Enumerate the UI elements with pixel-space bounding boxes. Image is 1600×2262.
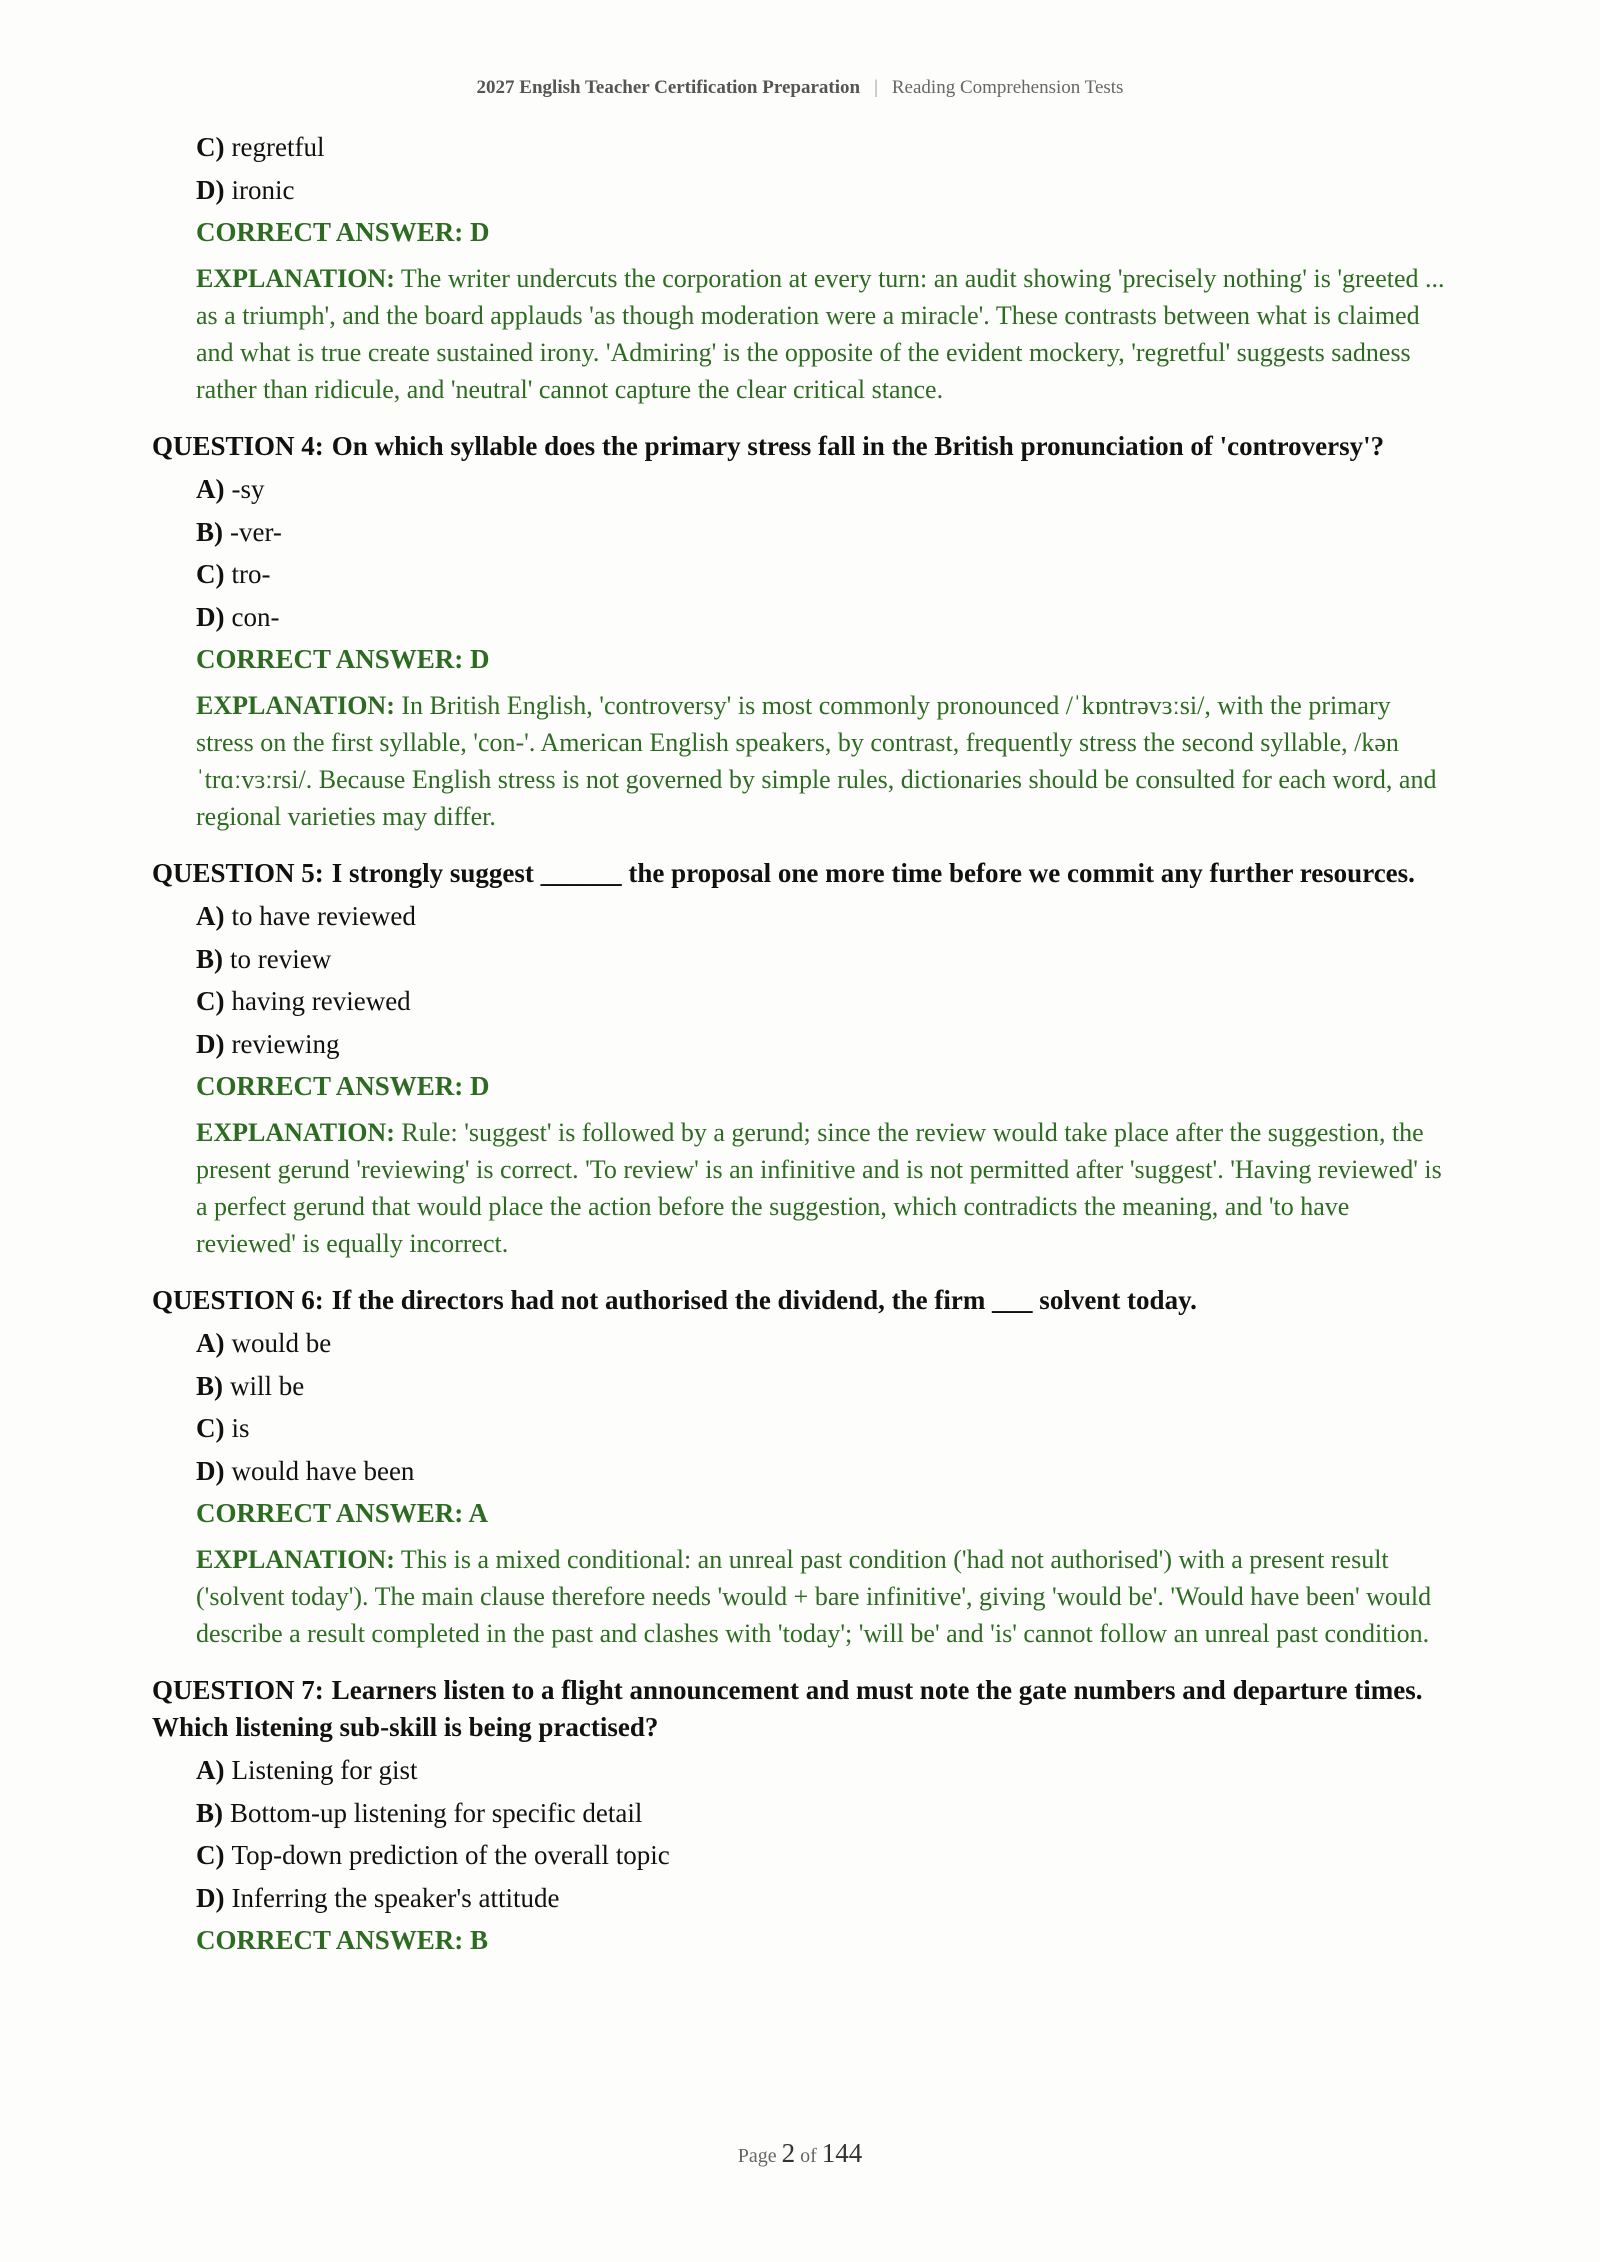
option-letter: B) bbox=[196, 1370, 223, 1401]
option-text: Top-down prediction of the overall topic bbox=[231, 1840, 670, 1870]
option-c bbox=[196, 132, 1452, 162]
option-text: -ver- bbox=[230, 516, 282, 547]
option-letter: D) bbox=[196, 174, 225, 205]
explanation-text: The writer undercuts the corporation at every turn: an audit showing 'precisely nothing' is 'greeted ... as a triumph', and the board applauds 'as though moderation were a miracle'. These contrasts between what is claimed and what is true create sustained irony. 'Admiring' is the opposite of the evident mockery, 'regretful' suggests sadness rather than ridicule, and 'neutral' cannot capture the clear critical stance. bbox=[196, 264, 1445, 404]
page-word: Page bbox=[737, 2145, 777, 2167]
explanation-label: EXPLANATION: bbox=[196, 1118, 395, 1147]
total-pages: 144 bbox=[821, 2138, 863, 2168]
question-number: QUESTION 4: bbox=[152, 431, 324, 461]
question-stem bbox=[152, 855, 1452, 892]
question-text: If the directors had not authorised the dividend, the firm ___ solvent today. bbox=[331, 1285, 1197, 1315]
option-d bbox=[196, 1029, 1452, 1059]
option-a bbox=[196, 1755, 1452, 1785]
option-b bbox=[196, 944, 1452, 974]
option-letter: B) bbox=[196, 943, 223, 974]
option-letter: D) bbox=[196, 1455, 225, 1486]
option-d bbox=[196, 1456, 1452, 1486]
option-letter: B) bbox=[196, 516, 223, 547]
option-letter: D) bbox=[196, 1028, 225, 1059]
option-letter: C) bbox=[196, 986, 225, 1016]
question-text: On which syllable does the primary stress fall in the British pronunciation of 'controversy'? bbox=[331, 431, 1385, 461]
option-text: would be bbox=[231, 1328, 332, 1358]
option-text: Inferring the speaker's attitude bbox=[231, 1882, 560, 1913]
option-text: ironic bbox=[231, 174, 295, 205]
option-text: to review bbox=[230, 943, 332, 974]
explanation-label: EXPLANATION: bbox=[196, 1545, 395, 1574]
question-5 bbox=[152, 855, 1452, 1262]
explanation bbox=[196, 1114, 1452, 1262]
option-a bbox=[196, 1328, 1452, 1358]
correct-answer: CORRECT ANSWER: B bbox=[196, 1925, 489, 1955]
course-title: 2027 English Teacher Certification Preparation bbox=[476, 77, 861, 98]
option-a bbox=[196, 901, 1452, 931]
question-4 bbox=[152, 428, 1452, 835]
explanation bbox=[196, 260, 1452, 408]
option-b bbox=[196, 1371, 1452, 1401]
explanation-text: In British English, 'controversy' is most commonly pronounced /ˈkɒntrəvɜːsi/, with the primary stress on the first syllable, 'con-'. American English speakers, by contrast, frequently stress the second syllable, /kənˈtrɑːvɜːrsi/. Because English stress is not governed by simple rules, dictionaries should be consulted for each word, and regional varieties may differ. bbox=[196, 691, 1437, 831]
option-letter: C) bbox=[196, 1413, 225, 1443]
header-separator: | bbox=[874, 77, 878, 98]
option-text: regretful bbox=[231, 132, 325, 162]
correct-answer: CORRECT ANSWER: D bbox=[196, 1071, 490, 1101]
question-stem bbox=[152, 428, 1452, 465]
question-number: QUESTION 7: bbox=[152, 1675, 324, 1705]
explanation bbox=[196, 1541, 1452, 1652]
question-number: QUESTION 6: bbox=[152, 1285, 324, 1315]
option-d bbox=[196, 1883, 1452, 1913]
question-stem bbox=[152, 1672, 1452, 1746]
option-text: reviewing bbox=[231, 1028, 340, 1059]
option-b bbox=[196, 1798, 1452, 1828]
option-letter: B) bbox=[196, 1797, 223, 1828]
option-letter: D) bbox=[196, 1882, 225, 1913]
question-7 bbox=[152, 1672, 1452, 1955]
option-d bbox=[196, 602, 1452, 632]
page-number: 2 bbox=[781, 2138, 796, 2168]
option-text: to have reviewed bbox=[231, 901, 416, 931]
option-c bbox=[196, 986, 1452, 1016]
option-text: will be bbox=[230, 1370, 305, 1401]
question-text: Learners listen to a flight announcement and must note the gate numbers and departure times. Which listening sub-skill is being practised? bbox=[152, 1675, 1423, 1742]
explanation-label: EXPLANATION: bbox=[196, 264, 395, 293]
option-text: -sy bbox=[231, 474, 265, 504]
question-number: QUESTION 5: bbox=[152, 858, 324, 888]
option-letter: C) bbox=[196, 559, 225, 589]
option-letter: A) bbox=[196, 474, 225, 504]
correct-answer: CORRECT ANSWER: D bbox=[196, 644, 490, 674]
option-a bbox=[196, 474, 1452, 504]
option-letter: A) bbox=[196, 901, 225, 931]
option-letter: C) bbox=[196, 132, 225, 162]
option-letter: A) bbox=[196, 1755, 225, 1785]
page-content bbox=[152, 132, 1452, 1968]
of-word: of bbox=[800, 2145, 817, 2167]
option-b bbox=[196, 517, 1452, 547]
option-c bbox=[196, 1840, 1452, 1870]
explanation bbox=[196, 687, 1452, 835]
correct-answer: CORRECT ANSWER: D bbox=[196, 217, 490, 247]
option-text: having reviewed bbox=[231, 986, 411, 1016]
question-6 bbox=[152, 1282, 1452, 1652]
correct-answer: CORRECT ANSWER: A bbox=[196, 1498, 489, 1528]
explanation-text: Rule: 'suggest' is followed by a gerund; since the review would take place after the suggestion, the present gerund 'reviewing' is correct. 'To review' is an infinitive and is not permitted after 'suggest'. 'Having reviewed' is a perfect gerund that would place the action before the suggestion, which contradicts the meaning, and 'to have reviewed' is equally incorrect. bbox=[196, 1118, 1442, 1258]
explanation-text: This is a mixed conditional: an unreal past condition ('had not authorised') with a present result ('solvent today'). The main clause therefore needs 'would + bare infinitive', giving 'would be'. 'Would have been' would describe a result completed in the past and clashes with 'today'; 'will be' and 'is' cannot follow an unreal past condition. bbox=[196, 1545, 1432, 1648]
page-header bbox=[0, 74, 1600, 102]
option-d bbox=[196, 175, 1452, 205]
option-c bbox=[196, 1413, 1452, 1443]
option-letter: D) bbox=[196, 601, 225, 632]
page-footer bbox=[0, 2138, 1600, 2171]
question-3-fragment bbox=[152, 132, 1452, 408]
option-letter: A) bbox=[196, 1328, 225, 1358]
question-text: I strongly suggest ______ the proposal one more time before we commit any further resources. bbox=[331, 858, 1415, 888]
section-title: Reading Comprehension Tests bbox=[891, 77, 1124, 98]
option-text: is bbox=[231, 1413, 250, 1443]
option-text: Bottom-up listening for specific detail bbox=[230, 1797, 643, 1828]
option-text: Listening for gist bbox=[231, 1755, 418, 1785]
option-letter: C) bbox=[196, 1840, 225, 1870]
question-stem bbox=[152, 1282, 1452, 1319]
explanation-label: EXPLANATION: bbox=[196, 691, 395, 720]
option-text: tro- bbox=[231, 559, 271, 589]
option-text: would have been bbox=[231, 1455, 415, 1486]
option-text: con- bbox=[231, 601, 280, 632]
option-c bbox=[196, 559, 1452, 589]
